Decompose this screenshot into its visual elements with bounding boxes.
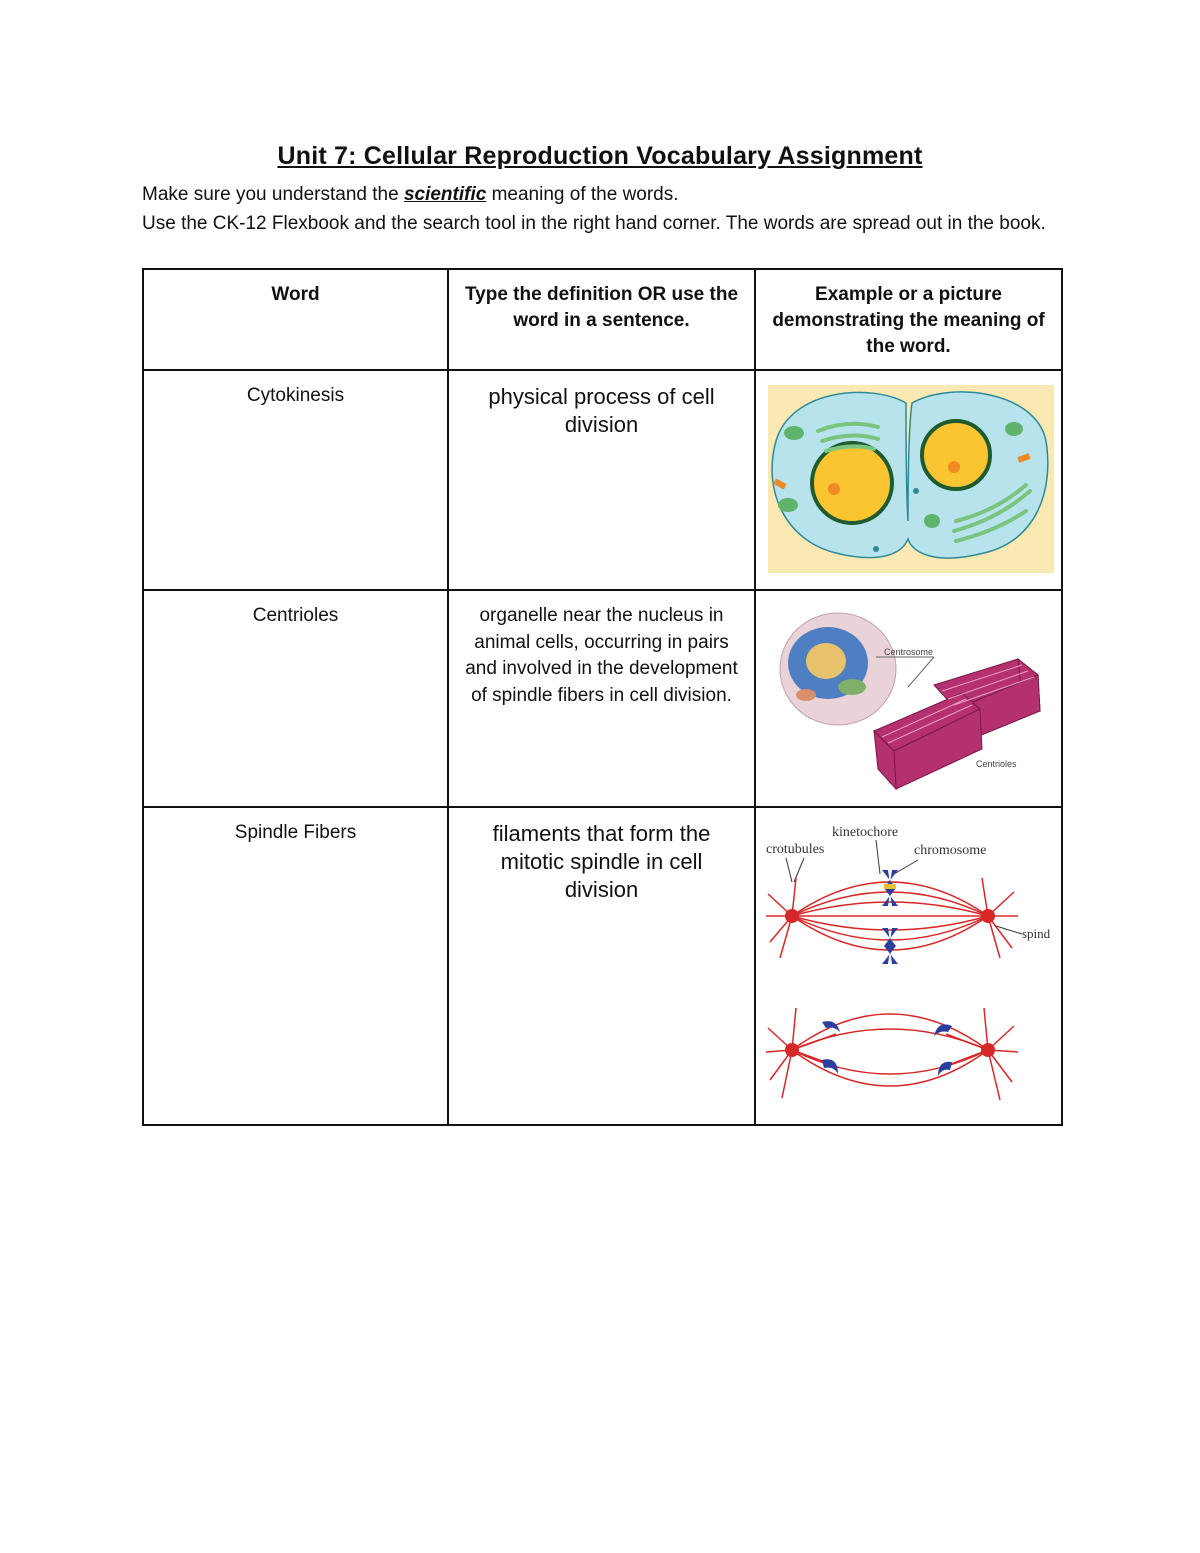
table-row — [143, 590, 1062, 807]
instruction-line-1 — [142, 180, 1062, 209]
label-centrioles: Centrioles — [976, 759, 1017, 769]
header-example: Example or a picture demonstrating the meaning of the word. — [755, 269, 1062, 370]
label-chromosome: chromosome — [914, 843, 987, 858]
label-microtubules: crotubules — [766, 842, 825, 857]
word-spindle-fibers: Spindle Fibers — [143, 807, 448, 1125]
cytokinesis-illustration — [756, 371, 1061, 587]
label-spindle: spind — [1022, 926, 1051, 941]
example-cytokinesis — [755, 370, 1062, 590]
spindle-fibers-illustration — [756, 808, 1061, 1122]
vocabulary-table — [142, 268, 1063, 1126]
example-centrioles — [755, 590, 1062, 807]
definition-spindle-fibers: filaments that form the mitotic spindle in cell division — [448, 807, 755, 1125]
page-title: Unit 7: Cellular Reproduction Vocabulary Assignment — [277, 142, 923, 170]
centrioles-illustration — [756, 591, 1061, 804]
instruction-text-after: meaning of the words. — [486, 184, 679, 205]
emphasis-scientific: scientific — [403, 184, 487, 205]
word-cytokinesis: Cytokinesis — [143, 370, 448, 590]
table-row — [143, 807, 1062, 1125]
definition-centrioles: organelle near the nucleus in animal cells, occurring in pairs and involved in the development of spindle fibers in cell division. — [448, 590, 755, 807]
example-spindle-fibers — [755, 807, 1062, 1125]
table-row — [143, 370, 1062, 590]
label-centrosome: Centrosome — [884, 647, 934, 657]
word-centrioles: Centrioles — [143, 590, 448, 807]
header-word: Word — [143, 269, 448, 370]
label-kinetochore: kinetochore — [832, 825, 899, 840]
instruction-line-2: Use the CK-12 Flexbook and the search tool in the right hand corner. The words are spread out in the book. — [142, 213, 1046, 234]
definition-cytokinesis: physical process of cell division — [448, 370, 755, 590]
instruction-text-before: Make sure you understand the — [142, 184, 404, 205]
table-header-row — [143, 269, 1062, 370]
instructions — [142, 180, 1062, 238]
header-definition: Type the definition OR use the word in a sentence. — [448, 269, 755, 370]
